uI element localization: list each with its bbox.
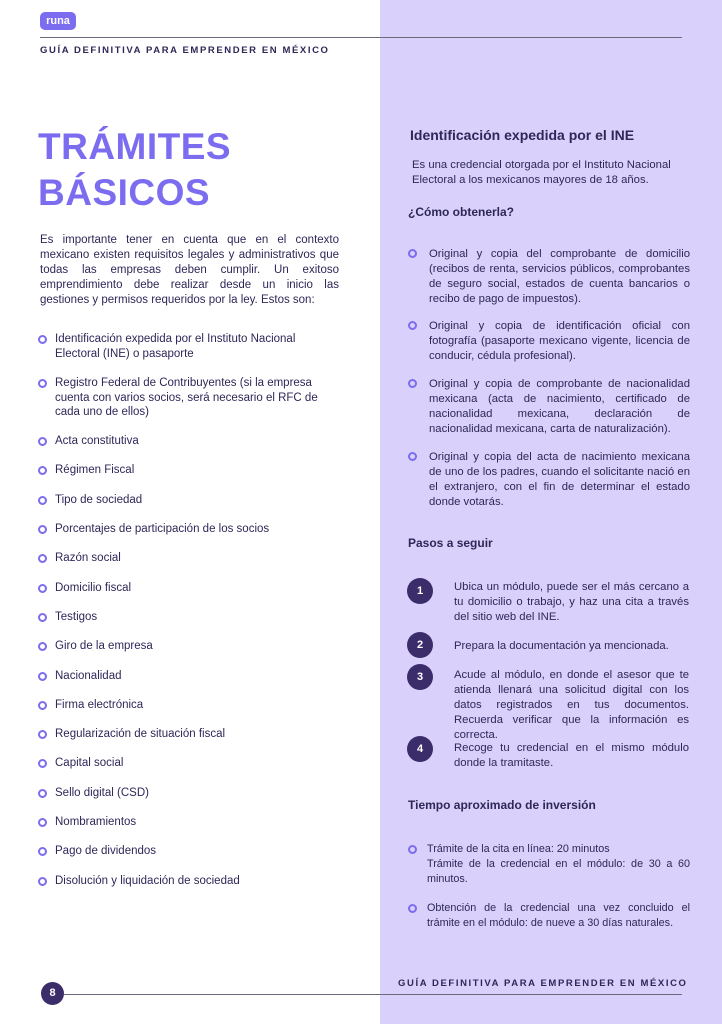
- list-item: [38, 463, 338, 478]
- bullet-icon: [38, 672, 47, 681]
- list-item-text: Original y copia del acta de nacimiento mexicana de uno de los padres, cuando el solicitante nació en el extranjero, con el fin de determinar el estado donde votarás.: [429, 451, 690, 508]
- page-title: [38, 124, 358, 216]
- list-item: [38, 551, 338, 566]
- list-item-text: Disolución y liquidación de sociedad: [55, 875, 240, 887]
- step-number: 3: [407, 664, 433, 690]
- list-item-text: Razón social: [55, 552, 121, 564]
- list-item-text: Registro Federal de Contribuyentes (si la empresa cuenta con varios socios, será necesario el RFC de cada uno de ellos): [55, 377, 318, 418]
- bullet-icon: [38, 847, 47, 856]
- footer-title: GUÍA DEFINITIVA PARA EMPRENDER EN MÉXICO: [398, 978, 688, 989]
- list-item: [38, 522, 338, 537]
- list-item: [408, 319, 690, 364]
- list-item: [38, 639, 338, 654]
- list-item: [38, 434, 338, 449]
- list-item: [408, 247, 690, 307]
- ine-description: Es una credencial otorgada por el Instituto Nacional Electoral a los mexicanos mayores de 18 años.: [412, 159, 671, 186]
- list-item: [38, 815, 338, 830]
- list-item: [38, 610, 338, 625]
- list-item: [38, 698, 338, 713]
- list-item: [38, 727, 338, 742]
- header-title: GUÍA DEFINITIVA PARA EMPRENDER EN MÉXICO: [40, 45, 330, 56]
- list-item-text: Sello digital (CSD): [55, 787, 149, 799]
- bullet-icon: [38, 789, 47, 798]
- runa-logo: runa: [40, 12, 76, 30]
- list-item-text: Obtención de la credencial una vez concluido el trámite en el módulo: de nueve a 30 días naturales.: [427, 902, 690, 929]
- list-item-text: Régimen Fiscal: [55, 464, 135, 476]
- page-title-line2: BÁSICOS: [38, 172, 211, 213]
- steps-heading: Pasos a seguir: [408, 536, 493, 550]
- bullet-icon: [408, 845, 417, 854]
- list-item-text: Trámite de la cita en línea: 20 minutos: [427, 843, 610, 855]
- bullet-icon: [408, 321, 417, 330]
- list-item-text: Original y copia de comprobante de nacionalidad mexicana (acta de nacimiento, certificado de nacionalidad mexicana, declaración de nacionalidad mexicana, carta de naturalización).: [429, 378, 690, 435]
- list-item: [38, 844, 338, 859]
- list-item-text: Firma electrónica: [55, 699, 144, 711]
- list-item-text: Porcentajes de participación de los socios: [55, 523, 270, 535]
- step-text: Ubica un módulo, puede ser el más cercano a tu domicilio o trabajo, y haz una cita a través del sitio web del INE.: [454, 581, 689, 623]
- list-item: [38, 874, 338, 889]
- bullet-icon: [38, 466, 47, 475]
- list-item-text: Nacionalidad: [55, 670, 122, 682]
- list-item-text: Identificación expedida por el Instituto Nacional Electoral (INE) o pasaporte: [55, 333, 296, 360]
- list-item: [38, 493, 338, 508]
- time-heading: Tiempo aproximado de inversión: [408, 798, 596, 812]
- step-number: 4: [407, 736, 433, 762]
- list-item: [408, 377, 690, 437]
- bullet-icon: [38, 759, 47, 768]
- list-item: [38, 332, 338, 361]
- list-item: [408, 842, 690, 887]
- bullet-icon: [38, 877, 47, 886]
- list-item: [38, 786, 338, 801]
- bullet-icon: [38, 642, 47, 651]
- bullet-icon: [38, 437, 47, 446]
- bullet-icon: [38, 584, 47, 593]
- list-item-text: Original y copia de identificación oficial con fotografía (pasaporte mexicano vigente, licencia de conducir, cédula profesional).: [429, 320, 690, 362]
- list-item-text: Original y copia del comprobante de domicilio (recibos de renta, servicios públicos, comprobantes de seguro social, estados de cuenta bancarios o recibo de pago de impuestos).: [429, 248, 690, 305]
- list-item: [38, 376, 338, 420]
- list-item: [38, 756, 338, 771]
- page-number: 8: [41, 982, 64, 1005]
- step-text: Prepara la documentación ya mencionada.: [454, 640, 669, 652]
- list-item-text: Testigos: [55, 611, 98, 623]
- header-divider: [40, 37, 682, 38]
- list-item-text: Trámite de la credencial en el módulo: de 30 a 60 minutos.: [427, 858, 690, 885]
- bullet-icon: [408, 452, 417, 461]
- bullet-icon: [38, 818, 47, 827]
- bullet-icon: [38, 613, 47, 622]
- ine-section-title: Identificación expedida por el INE: [410, 127, 635, 143]
- list-item: [408, 901, 690, 931]
- bullet-icon: [38, 496, 47, 505]
- bullet-icon: [38, 554, 47, 563]
- list-item-text: Nombramientos: [55, 816, 137, 828]
- list-item-text: Capital social: [55, 757, 124, 769]
- step-number: 1: [407, 578, 433, 604]
- list-item: [38, 581, 338, 596]
- list-item-text: Regularización de situación fiscal: [55, 728, 226, 740]
- intro-paragraph: Es importante tener en cuenta que en el contexto mexicano existen requisitos legales y administrativos que todas las empresas deben cumplir. Un exitoso emprendimiento debe realizar desde un inicio las gestiones y permisos requeridos por la ley. Estos son:: [40, 234, 339, 306]
- bullet-icon: [408, 249, 417, 258]
- bullet-icon: [38, 379, 47, 388]
- list-item-text: Domicilio fiscal: [55, 582, 132, 594]
- footer-divider: [64, 994, 682, 995]
- bullet-icon: [408, 379, 417, 388]
- step-number: 2: [407, 632, 433, 658]
- bullet-icon: [38, 335, 47, 344]
- list-item-text: Tipo de sociedad: [55, 494, 143, 506]
- list-item: [38, 669, 338, 684]
- step-text: Acude al módulo, en donde el asesor que te atienda llenará una solicitud digital con los datos registrados en tus documentos. Recuerda verificar que la información es correcta.: [454, 669, 689, 741]
- list-item-text: Giro de la empresa: [55, 640, 153, 652]
- list-item: [408, 450, 690, 510]
- step-text: Recoge tu credencial en el mismo módulo donde la tramitaste.: [454, 742, 689, 769]
- how-heading: ¿Cómo obtenerla?: [408, 205, 515, 219]
- page-title-line1: TRÁMITES: [38, 126, 232, 167]
- bullet-icon: [38, 701, 47, 710]
- bullet-icon: [38, 730, 47, 739]
- list-item-text: Acta constitutiva: [55, 435, 139, 447]
- bullet-icon: [38, 525, 47, 534]
- bullet-icon: [408, 904, 417, 913]
- list-item-text: Pago de dividendos: [55, 845, 157, 857]
